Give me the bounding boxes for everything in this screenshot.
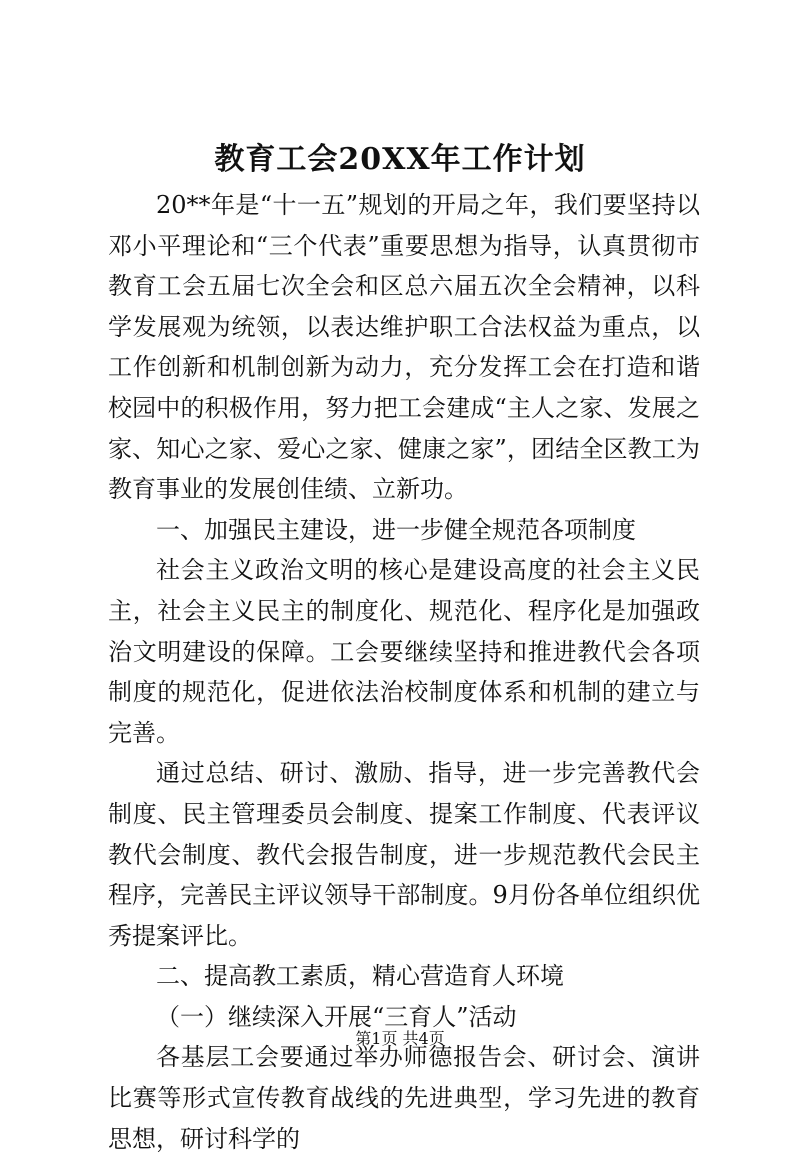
paragraph-system: 通过总结、研讨、激励、指导，进一步完善教代会制度、民主管理委员会制度、提案工作制度、代表评议教代会制度、教代会报告制度，进一步规范教代会民主程序，完善民主评议领导干部制度。9月份各单位组织优秀提案评比。 [108, 759, 700, 950]
section-heading-1: 一、加强民主建设，进一步健全规范各项制度 [156, 515, 636, 544]
paragraph-democracy: 社会主义政治文明的核心是建设高度的社会主义民主，社会主义民主的制度化、规范化、程序化是加强政治文明建设的保障。工会要继续坚持和推进教代会各项制度的规范化，促进依法治校制度体系和机制的建立与完善。 [108, 556, 700, 747]
document-body [108, 185, 700, 1159]
subsection-heading-1: （一）继续深入开展“三育人”活动 [156, 1002, 517, 1031]
section-heading-2: 二、提高教工素质，精心营造育人环境 [156, 962, 564, 991]
document-title: 教育工会20XX年工作计划 [214, 142, 586, 177]
paragraph-intro: 20**年是“十一五”规划的开局之年，我们要坚持以邓小平理论和“三个代表”重要思想为指导，认真贯彻市教育工会五届七次全会和区总六届五次全会精神，以科学发展观为统领，以表达维护职工合法权益为重点，以工作创新和机制创新为动力，充分发挥工会在打造和谐校园中的积极作用，努力把工会建成“主人之家、发展之家、知心之家、爱心之家、健康之家”，团结全区教工为教育事业的发展创佳绩、立新功。 [108, 191, 700, 504]
page-footer: 第1页 共4页 [355, 1029, 445, 1048]
paragraph-activities: 各基层工会要通过举办师德报告会、研讨会、演讲比赛等形式宣传教育战线的先进典型，学习先进的教育思想，研讨科学的 [108, 1043, 700, 1153]
